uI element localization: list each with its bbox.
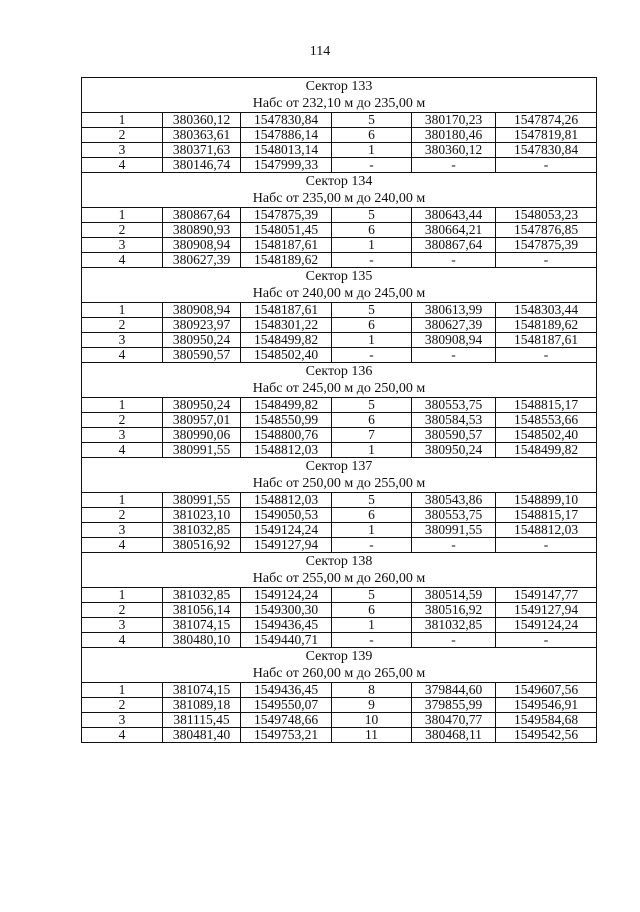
point-number-cell: 1 bbox=[332, 443, 412, 458]
y-coordinate-cell: 1549542,56 bbox=[496, 728, 597, 743]
y-coordinate-cell: 1548051,45 bbox=[241, 223, 332, 238]
x-coordinate-cell: 380923,97 bbox=[163, 318, 241, 333]
x-coordinate-cell: 380867,64 bbox=[163, 208, 241, 223]
y-coordinate-cell: 1548502,40 bbox=[241, 348, 332, 363]
y-coordinate-cell: 1548187,61 bbox=[496, 333, 597, 348]
table-row bbox=[82, 713, 597, 728]
point-number-cell: 5 bbox=[332, 113, 412, 128]
y-coordinate-cell: 1547886,14 bbox=[241, 128, 332, 143]
point-number-cell: 4 bbox=[82, 443, 163, 458]
sector-title: Сектор 135 bbox=[305, 269, 373, 284]
x-coordinate-cell: 380371,63 bbox=[163, 143, 241, 158]
x-coordinate-cell: 380468,11 bbox=[412, 728, 496, 743]
x-coordinate-cell: 380180,46 bbox=[412, 128, 496, 143]
y-coordinate-cell: 1549050,53 bbox=[241, 508, 332, 523]
table-row bbox=[82, 333, 597, 348]
table-row bbox=[82, 398, 597, 413]
x-coordinate-cell: 380950,24 bbox=[163, 398, 241, 413]
y-coordinate-cell: 1548189,62 bbox=[241, 253, 332, 268]
y-coordinate-cell: 1548189,62 bbox=[496, 318, 597, 333]
coordinates-table bbox=[81, 77, 597, 743]
point-number-cell: 4 bbox=[82, 158, 163, 173]
table-row bbox=[82, 443, 597, 458]
y-coordinate-cell: 1549147,77 bbox=[496, 588, 597, 603]
point-number-cell: 4 bbox=[82, 538, 163, 553]
x-coordinate-cell: 380170,23 bbox=[412, 113, 496, 128]
sector-header-row bbox=[82, 268, 597, 303]
x-coordinate-cell: 381056,14 bbox=[163, 603, 241, 618]
point-number-cell: 3 bbox=[82, 713, 163, 728]
x-coordinate-cell: 380643,44 bbox=[412, 208, 496, 223]
point-number-cell: 6 bbox=[332, 508, 412, 523]
table-row bbox=[82, 683, 597, 698]
point-number-cell: 1 bbox=[332, 238, 412, 253]
x-coordinate-cell: 380990,06 bbox=[163, 428, 241, 443]
point-number-cell: 3 bbox=[82, 523, 163, 538]
x-coordinate-cell: 381032,85 bbox=[412, 618, 496, 633]
x-coordinate-cell: - bbox=[412, 633, 496, 648]
x-coordinate-cell: 380363,61 bbox=[163, 128, 241, 143]
x-coordinate-cell: - bbox=[412, 538, 496, 553]
x-coordinate-cell: 380991,55 bbox=[412, 523, 496, 538]
y-coordinate-cell: 1548301,22 bbox=[241, 318, 332, 333]
x-coordinate-cell: 380553,75 bbox=[412, 398, 496, 413]
sector-range: Набс от 255,00 м до 260,00 м bbox=[252, 571, 426, 586]
x-coordinate-cell: - bbox=[412, 158, 496, 173]
x-coordinate-cell: 380543,86 bbox=[412, 493, 496, 508]
y-coordinate-cell: 1548499,82 bbox=[241, 333, 332, 348]
y-coordinate-cell: - bbox=[496, 633, 597, 648]
point-number-cell: 1 bbox=[82, 398, 163, 413]
x-coordinate-cell: 381032,85 bbox=[163, 588, 241, 603]
sector-title: Сектор 133 bbox=[305, 79, 373, 94]
table-row bbox=[82, 633, 597, 648]
sector-title: Сектор 136 bbox=[305, 364, 373, 379]
point-number-cell: 6 bbox=[332, 128, 412, 143]
point-number-cell: 5 bbox=[332, 398, 412, 413]
point-number-cell: 6 bbox=[332, 318, 412, 333]
y-coordinate-cell: - bbox=[496, 538, 597, 553]
point-number-cell: - bbox=[332, 348, 412, 363]
y-coordinate-cell: 1549440,71 bbox=[241, 633, 332, 648]
y-coordinate-cell: 1548812,03 bbox=[241, 443, 332, 458]
y-coordinate-cell: 1548187,61 bbox=[241, 303, 332, 318]
point-number-cell: 3 bbox=[82, 333, 163, 348]
point-number-cell: 4 bbox=[82, 728, 163, 743]
x-coordinate-cell: 380908,94 bbox=[412, 333, 496, 348]
x-coordinate-cell: 380627,39 bbox=[412, 318, 496, 333]
sector-range: Набс от 235,00 м до 240,00 м bbox=[252, 191, 426, 206]
x-coordinate-cell: 380360,12 bbox=[412, 143, 496, 158]
y-coordinate-cell: 1549124,24 bbox=[241, 588, 332, 603]
y-coordinate-cell: 1548815,17 bbox=[496, 398, 597, 413]
table-row bbox=[82, 223, 597, 238]
sector-header bbox=[82, 458, 597, 493]
x-coordinate-cell: 380950,24 bbox=[163, 333, 241, 348]
table-row bbox=[82, 493, 597, 508]
x-coordinate-cell: 380627,39 bbox=[163, 253, 241, 268]
x-coordinate-cell: 381089,18 bbox=[163, 698, 241, 713]
y-coordinate-cell: 1549550,07 bbox=[241, 698, 332, 713]
page-number: 114 bbox=[309, 44, 331, 59]
y-coordinate-cell: 1549436,45 bbox=[241, 618, 332, 633]
y-coordinate-cell: 1548499,82 bbox=[496, 443, 597, 458]
table-row bbox=[82, 523, 597, 538]
sector-title: Сектор 138 bbox=[305, 554, 373, 569]
sector-header bbox=[82, 268, 597, 303]
y-coordinate-cell: 1549748,66 bbox=[241, 713, 332, 728]
point-number-cell: - bbox=[332, 158, 412, 173]
x-coordinate-cell: 380867,64 bbox=[412, 238, 496, 253]
y-coordinate-cell: 1547999,33 bbox=[241, 158, 332, 173]
point-number-cell: 1 bbox=[332, 618, 412, 633]
y-coordinate-cell: 1548502,40 bbox=[496, 428, 597, 443]
sector-header bbox=[82, 553, 597, 588]
point-number-cell: 4 bbox=[82, 253, 163, 268]
x-coordinate-cell: 380991,55 bbox=[163, 443, 241, 458]
y-coordinate-cell: 1547875,39 bbox=[241, 208, 332, 223]
point-number-cell: 10 bbox=[332, 713, 412, 728]
sector-header-row bbox=[82, 173, 597, 208]
point-number-cell: 2 bbox=[82, 318, 163, 333]
table-row bbox=[82, 158, 597, 173]
point-number-cell: 1 bbox=[82, 303, 163, 318]
point-number-cell: - bbox=[332, 633, 412, 648]
table-row bbox=[82, 238, 597, 253]
y-coordinate-cell: 1549584,68 bbox=[496, 713, 597, 728]
point-number-cell: - bbox=[332, 538, 412, 553]
y-coordinate-cell: 1547830,84 bbox=[241, 113, 332, 128]
table-row bbox=[82, 348, 597, 363]
x-coordinate-cell: 380664,21 bbox=[412, 223, 496, 238]
point-number-cell: 3 bbox=[82, 238, 163, 253]
table-row bbox=[82, 588, 597, 603]
y-coordinate-cell: 1548053,23 bbox=[496, 208, 597, 223]
point-number-cell: 1 bbox=[332, 523, 412, 538]
point-number-cell: 1 bbox=[332, 143, 412, 158]
x-coordinate-cell: 380908,94 bbox=[163, 238, 241, 253]
table-row bbox=[82, 318, 597, 333]
point-number-cell: 5 bbox=[332, 303, 412, 318]
x-coordinate-cell: 380516,92 bbox=[163, 538, 241, 553]
x-coordinate-cell: 380480,10 bbox=[163, 633, 241, 648]
sector-header bbox=[82, 173, 597, 208]
point-number-cell: 1 bbox=[82, 588, 163, 603]
y-coordinate-cell: 1548553,66 bbox=[496, 413, 597, 428]
x-coordinate-cell: 379855,99 bbox=[412, 698, 496, 713]
y-coordinate-cell: 1549127,94 bbox=[496, 603, 597, 618]
x-coordinate-cell: 381032,85 bbox=[163, 523, 241, 538]
sector-header bbox=[82, 78, 597, 113]
point-number-cell: 2 bbox=[82, 698, 163, 713]
y-coordinate-cell: 1548499,82 bbox=[241, 398, 332, 413]
y-coordinate-cell: 1549124,24 bbox=[241, 523, 332, 538]
x-coordinate-cell: 380890,93 bbox=[163, 223, 241, 238]
point-number-cell: 2 bbox=[82, 223, 163, 238]
point-number-cell: 5 bbox=[332, 588, 412, 603]
point-number-cell: 5 bbox=[332, 493, 412, 508]
sector-range: Набс от 260,00 м до 265,00 м bbox=[252, 666, 426, 681]
point-number-cell: 6 bbox=[332, 223, 412, 238]
table-row bbox=[82, 603, 597, 618]
table-row bbox=[82, 728, 597, 743]
x-coordinate-cell: - bbox=[412, 253, 496, 268]
point-number-cell: 3 bbox=[82, 143, 163, 158]
point-number-cell: 3 bbox=[82, 618, 163, 633]
point-number-cell: 11 bbox=[332, 728, 412, 743]
x-coordinate-cell: 380516,92 bbox=[412, 603, 496, 618]
sector-header bbox=[82, 648, 597, 683]
x-coordinate-cell: 380957,01 bbox=[163, 413, 241, 428]
sector-range: Набс от 245,00 м до 250,00 м bbox=[252, 381, 426, 396]
point-number-cell: 2 bbox=[82, 128, 163, 143]
y-coordinate-cell: - bbox=[496, 348, 597, 363]
sector-range: Набс от 232,10 м до 235,00 м bbox=[252, 96, 426, 111]
point-number-cell: - bbox=[332, 253, 412, 268]
sector-header-row bbox=[82, 553, 597, 588]
sector-title: Сектор 139 bbox=[305, 649, 373, 664]
x-coordinate-cell: 380991,55 bbox=[163, 493, 241, 508]
sector-header bbox=[82, 363, 597, 398]
table-row bbox=[82, 413, 597, 428]
sector-header-row bbox=[82, 458, 597, 493]
y-coordinate-cell: 1549127,94 bbox=[241, 538, 332, 553]
y-coordinate-cell: 1548800,76 bbox=[241, 428, 332, 443]
point-number-cell: 2 bbox=[82, 508, 163, 523]
x-coordinate-cell: 380590,57 bbox=[163, 348, 241, 363]
x-coordinate-cell: 380514,59 bbox=[412, 588, 496, 603]
point-number-cell: 4 bbox=[82, 633, 163, 648]
table-row bbox=[82, 253, 597, 268]
sector-header-row bbox=[82, 363, 597, 398]
point-number-cell: 6 bbox=[332, 413, 412, 428]
x-coordinate-cell: 380584,53 bbox=[412, 413, 496, 428]
x-coordinate-cell: 380553,75 bbox=[412, 508, 496, 523]
x-coordinate-cell: 380613,99 bbox=[412, 303, 496, 318]
y-coordinate-cell: 1547830,84 bbox=[496, 143, 597, 158]
y-coordinate-cell: 1547875,39 bbox=[496, 238, 597, 253]
sector-range: Набс от 250,00 м до 255,00 м bbox=[252, 476, 426, 491]
y-coordinate-cell: 1547874,26 bbox=[496, 113, 597, 128]
table-row bbox=[82, 698, 597, 713]
x-coordinate-cell: 380360,12 bbox=[163, 113, 241, 128]
table-row bbox=[82, 618, 597, 633]
x-coordinate-cell: 381023,10 bbox=[163, 508, 241, 523]
x-coordinate-cell: 380950,24 bbox=[412, 443, 496, 458]
y-coordinate-cell: 1549546,91 bbox=[496, 698, 597, 713]
y-coordinate-cell: 1549124,24 bbox=[496, 618, 597, 633]
sector-title: Сектор 137 bbox=[305, 459, 373, 474]
y-coordinate-cell: 1548187,61 bbox=[241, 238, 332, 253]
point-number-cell: 5 bbox=[332, 208, 412, 223]
y-coordinate-cell: 1548815,17 bbox=[496, 508, 597, 523]
point-number-cell: 1 bbox=[82, 113, 163, 128]
point-number-cell: 7 bbox=[332, 428, 412, 443]
point-number-cell: 3 bbox=[82, 428, 163, 443]
y-coordinate-cell: 1549753,21 bbox=[241, 728, 332, 743]
y-coordinate-cell: 1548303,44 bbox=[496, 303, 597, 318]
point-number-cell: 1 bbox=[82, 683, 163, 698]
y-coordinate-cell: 1548899,10 bbox=[496, 493, 597, 508]
sector-range: Набс от 240,00 м до 245,00 м bbox=[252, 286, 426, 301]
table-row bbox=[82, 428, 597, 443]
y-coordinate-cell: 1548013,14 bbox=[241, 143, 332, 158]
y-coordinate-cell: 1548812,03 bbox=[496, 523, 597, 538]
point-number-cell: 1 bbox=[82, 493, 163, 508]
sector-header-row bbox=[82, 648, 597, 683]
table-row bbox=[82, 128, 597, 143]
y-coordinate-cell: 1548550,99 bbox=[241, 413, 332, 428]
x-coordinate-cell: 380146,74 bbox=[163, 158, 241, 173]
table-row bbox=[82, 303, 597, 318]
x-coordinate-cell: 380470,77 bbox=[412, 713, 496, 728]
y-coordinate-cell: 1548812,03 bbox=[241, 493, 332, 508]
sector-header-row bbox=[82, 78, 597, 113]
table-row bbox=[82, 113, 597, 128]
x-coordinate-cell: 381115,45 bbox=[163, 713, 241, 728]
point-number-cell: 1 bbox=[332, 333, 412, 348]
x-coordinate-cell: 381074,15 bbox=[163, 618, 241, 633]
x-coordinate-cell: 380590,57 bbox=[412, 428, 496, 443]
point-number-cell: 6 bbox=[332, 603, 412, 618]
point-number-cell: 2 bbox=[82, 413, 163, 428]
point-number-cell: 2 bbox=[82, 603, 163, 618]
y-coordinate-cell: 1549436,45 bbox=[241, 683, 332, 698]
x-coordinate-cell: - bbox=[412, 348, 496, 363]
y-coordinate-cell: 1549607,56 bbox=[496, 683, 597, 698]
point-number-cell: 9 bbox=[332, 698, 412, 713]
y-coordinate-cell: - bbox=[496, 253, 597, 268]
table-row bbox=[82, 208, 597, 223]
x-coordinate-cell: 380481,40 bbox=[163, 728, 241, 743]
point-number-cell: 1 bbox=[82, 208, 163, 223]
sector-title: Сектор 134 bbox=[305, 174, 373, 189]
y-coordinate-cell: - bbox=[496, 158, 597, 173]
point-number-cell: 8 bbox=[332, 683, 412, 698]
x-coordinate-cell: 381074,15 bbox=[163, 683, 241, 698]
x-coordinate-cell: 379844,60 bbox=[412, 683, 496, 698]
point-number-cell: 4 bbox=[82, 348, 163, 363]
x-coordinate-cell: 380908,94 bbox=[163, 303, 241, 318]
y-coordinate-cell: 1547819,81 bbox=[496, 128, 597, 143]
table-row bbox=[82, 538, 597, 553]
y-coordinate-cell: 1549300,30 bbox=[241, 603, 332, 618]
table-row bbox=[82, 508, 597, 523]
table-row bbox=[82, 143, 597, 158]
y-coordinate-cell: 1547876,85 bbox=[496, 223, 597, 238]
